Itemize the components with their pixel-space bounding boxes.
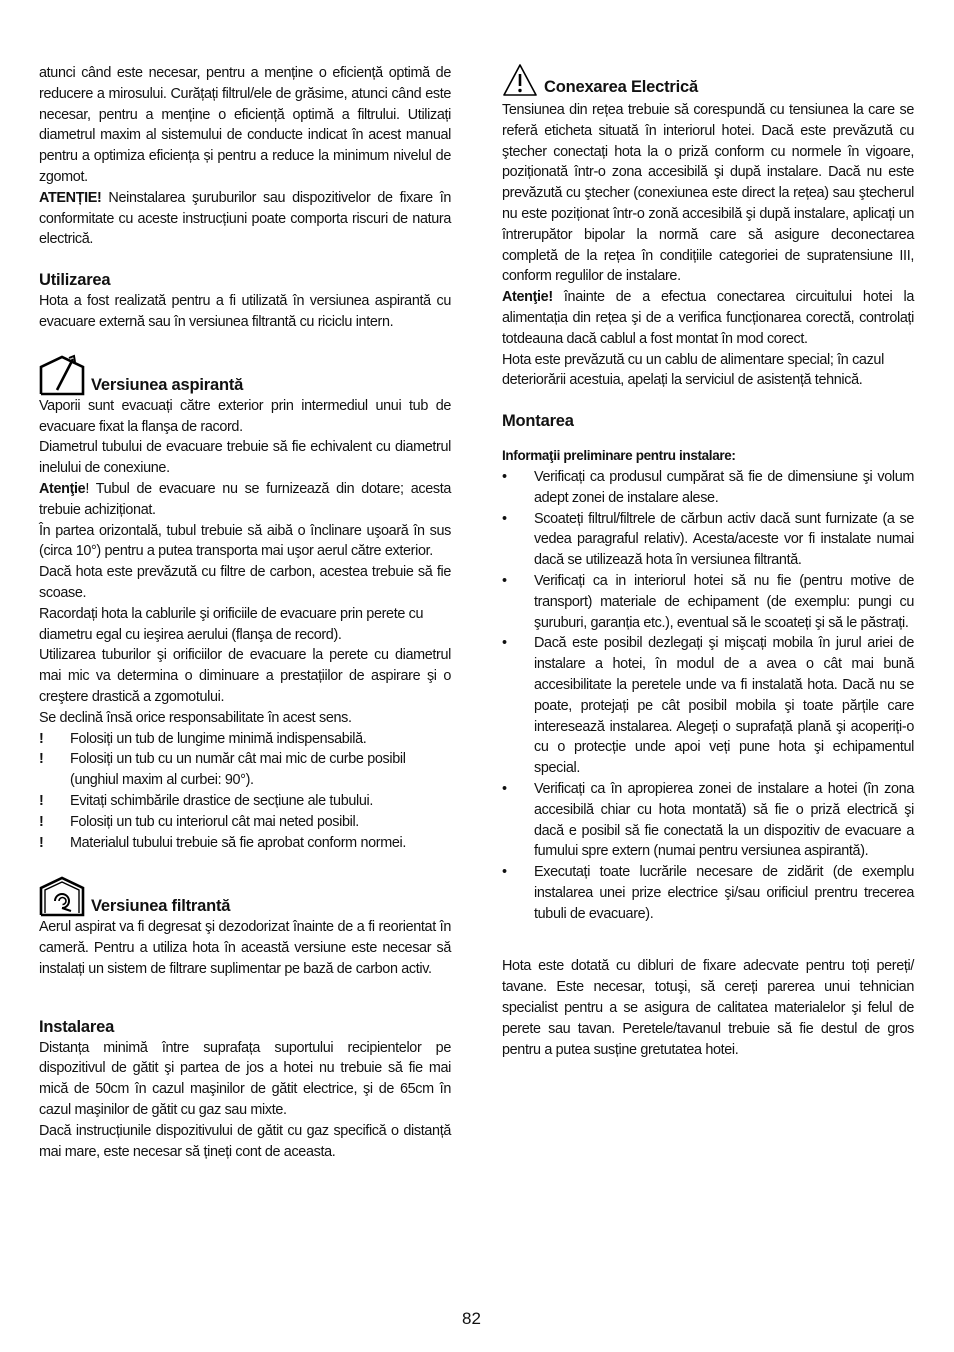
section-title-conexarea: Conexarea Electrică bbox=[544, 78, 698, 96]
intro-warning bbox=[39, 188, 451, 250]
right-column bbox=[502, 63, 914, 1060]
section-title-utilizarea: Utilizarea bbox=[39, 271, 111, 290]
montarea-closing: Hota este dotată cu dibluri de fixare adecvate pentru toți pereți/ tavane. Este necesar, totuşi, să cereți parerea unui tehnician specialist pentru a se asigura de calitatea materialelor şi felul de perete sau tavan. Peretele/tavanul trebuie să fie destul de gros pentru a putea susține gretutatea hotei. bbox=[502, 958, 914, 1058]
montarea-subtitle: Informaţii preliminare pentru instalare: bbox=[502, 448, 736, 464]
list-item: ! Folosiți un tub de lungime minimă indispensabilă. bbox=[39, 730, 367, 747]
list-item: ! Materialul tubului trebuie să fie aprobat conform normei. bbox=[39, 834, 407, 851]
list-item: • Dacă este posibil dezlegați şi mişcați mobila în jurul ariei de instalare a hotei, în modul de a avea o cât mai bună accesibilitate la peretele unde va fi instalată hota. Dacă nu se poate, protejați pe cât posibil mobila şi toate părțile care interesează instalarea. Alegeți o suprafață plană şi acoperiți-o cu o protecție unde apoi veți pune hota şi echipamentul special. bbox=[502, 635, 914, 777]
aspiranta-p4: În partea orizontală, tubul trebuie să aibă o înclinare uşoară în sus (circa 10°) pentru a putea transporta mai uşor aerul către exterior. bbox=[39, 522, 451, 560]
aspiranta-p2: Diametrul tubului de evacuare trebuie să fie echivalent cu diametrul inelului de conexiune. bbox=[39, 439, 451, 477]
section-title-aspiranta: Versiunea aspirantă bbox=[91, 375, 244, 394]
section-title-instalarea: Instalarea bbox=[39, 1017, 115, 1036]
page-number: 82 bbox=[462, 1309, 481, 1328]
aspiranta-p1: Vaporii sunt evacuați către exterior prin intermediul unui tub de evacuare fixat la flanşa de racord. bbox=[39, 397, 451, 435]
utilizarea-text: Hota a fost realizată pentru a fi utilizată în versiunea aspirantă cu evacuare externă sau în versiunea filtrantă cu riciclu intern. bbox=[39, 293, 451, 330]
list-item: • Executați toate lucrările necesare de zidărit (de exemplu instalarea unei prize electrice şi/sau orificiul prentru trecerea tubuli de evacuare). bbox=[502, 864, 914, 922]
aspiranta-p6: Racordați hota la cablurile şi orificiile de evacuare prin perete cu diametru egal cu ieşirea aerului (flanşa de record). bbox=[39, 605, 424, 643]
conexarea-p3: Hota este prevăzută cu un cablu de alimentare special; în cazul deteriorării acestuia, apelați la serviciul de asistență tehnică. bbox=[502, 351, 884, 389]
attention-label: Atenţie bbox=[39, 480, 86, 497]
aspiranta-p7: Utilizarea tuburilor şi orificiilor de evacuare la perete cu diametrul mai mic va determina o diminuare a prestațiilor de aspirare şi o creştere drastică a zgomotului. bbox=[39, 647, 451, 705]
recirculation-house-icon bbox=[39, 875, 85, 917]
montarea-bullet-list bbox=[502, 467, 914, 925]
warning-text: Neinstalarea şuruburilor sau dispozitivelor de fixare în conformitate cu aceste instrucțiuni poate comporta riscuri de natura electrică. bbox=[39, 189, 451, 248]
list-item: ! Folosiți un tub cu interiorul cât mai neted posibil. bbox=[39, 813, 359, 830]
list-item: • Scoateți filtrul/filtrele de cărbun activ dacă sunt furnizate (a se vedea paragraful relativ). Acesta/aceste vor fi instalate numai dacă se utilizează hota în versiunea filtrantă. bbox=[502, 510, 914, 569]
list-item: ! Evitați schimbările drastice de secțiune ale tubului. bbox=[39, 792, 374, 809]
list-item: • Verificați ca in interiorul hotei să nu fie (pentru motive de transport) materiale de echipament (de exemplu: pungi cu şuruburi, garanția etc.), eventual să le scoateți şi să le păstrați. bbox=[502, 572, 914, 631]
attention-label: Atenţie! bbox=[502, 289, 553, 306]
conexarea-p2: Atenţie! înainte de a efectua conectarea circuitului hotei la alimentația din rețea şi de a verifica funcționarea corectă, controlați totdeauna dacă cablul a fost montat în mod corect. bbox=[502, 289, 914, 347]
left-column bbox=[39, 63, 451, 1162]
section-title-montarea: Montarea bbox=[502, 412, 574, 431]
list-item: ! Folosiți un tub cu un număr cât mai mic de curbe posibil (unghiul maxim al curbei: 90°). bbox=[39, 751, 406, 789]
instalarea-p2: Dacă instrucțiunile dispozitivului de gătit cu gaz specifică o distanță mai mare, este necesar să țineți cont de aceasta. bbox=[39, 1122, 451, 1160]
list-item: • Verificați ca produsul cumpărat să fie de dimensiune şi volum adept zonei de instalare alese. bbox=[502, 468, 914, 506]
conexarea-heading bbox=[502, 63, 914, 100]
exhaust-house-icon bbox=[39, 354, 85, 396]
warning-triangle-icon bbox=[502, 63, 538, 97]
aspiranta-bullet-list bbox=[39, 729, 451, 854]
filtranta-heading bbox=[39, 877, 451, 917]
section-title-filtranta: Versiunea filtrantă bbox=[91, 897, 231, 916]
warning-label: ATENȚIE! bbox=[39, 189, 102, 206]
aspiranta-heading bbox=[39, 356, 451, 396]
aspiranta-p8: Se declină însă orice responsabilitate în acest sens. bbox=[39, 709, 352, 726]
aspiranta-p5: Dacă hota este prevăzută cu filtre de carbon, acestea trebuie să fie scoase. bbox=[39, 564, 451, 601]
conexarea-p1: Tensiunea din rețea trebuie să corespundă cu tensiunea la care se referă eticheta situată în interiorul hotei. Dacă este prevăzută cu ştecher conectați hota la o priză conform cu normele în vigoare, poziționată într-o zona accesibilă şi după instalare. Dacă nu este prevăzută cu ştecher (conexiunea este direct la rețea) sau ştecherul nu este poziționat într-o zonă accesibilă şi după instalare, aplicați un întrerupător bipolar la normă care să asigure deconectarea completă de la rețea în condițiile categoriei de supratensiune III, conform regulilor de instalare. bbox=[502, 102, 914, 285]
instalarea-p1: Distanța minimă între suprafața suportului recipientelor pe dispozitivul de gătit şi partea de jos a hotei nu trebuie să fie mai mică de 50cm în cazul maşinilor de gătit electrice, şi de 65cm în cazul maşinilor de gătit cu gaz sau mixte. bbox=[39, 1039, 451, 1119]
filtranta-text: Aerul aspirat va fi degresat şi dezodorizat înainte de a fi reorientat în cameră. Pentru a utiliza hota în această versiune este necesar să instalați un sistem de filtrare suplimentar pe bază de carbon activ. bbox=[39, 919, 451, 977]
intro-paragraph: atunci când este necesar, pentru a menține o eficiență optimă de reducere a mirosului. Curățați filtrul/ele de grăsime, atunci când este necesar, pentru a menține o eficiență optimă a filtrului. Utilizați diametrul maxim al sistemului de conducte indicat în acest manual pentru a optimiza eficiența și pentru a reduce la minimum nivelul de zgomot. bbox=[39, 65, 451, 185]
list-item: • Verificați ca în apropierea zonei de instalare a hotei (în zona accesibilă chiar cu hota montată) să fie o priză electrică şi dacă e posibil să fie conectată la un dispozitiv de evacuare a fumului spre extern (numai pentru versiunea aspirantă). bbox=[502, 780, 914, 860]
aspiranta-p3: Atenţie! Tubul de evacuare nu se furnizează din dotare; acesta trebuie achiziționat. bbox=[39, 480, 451, 518]
